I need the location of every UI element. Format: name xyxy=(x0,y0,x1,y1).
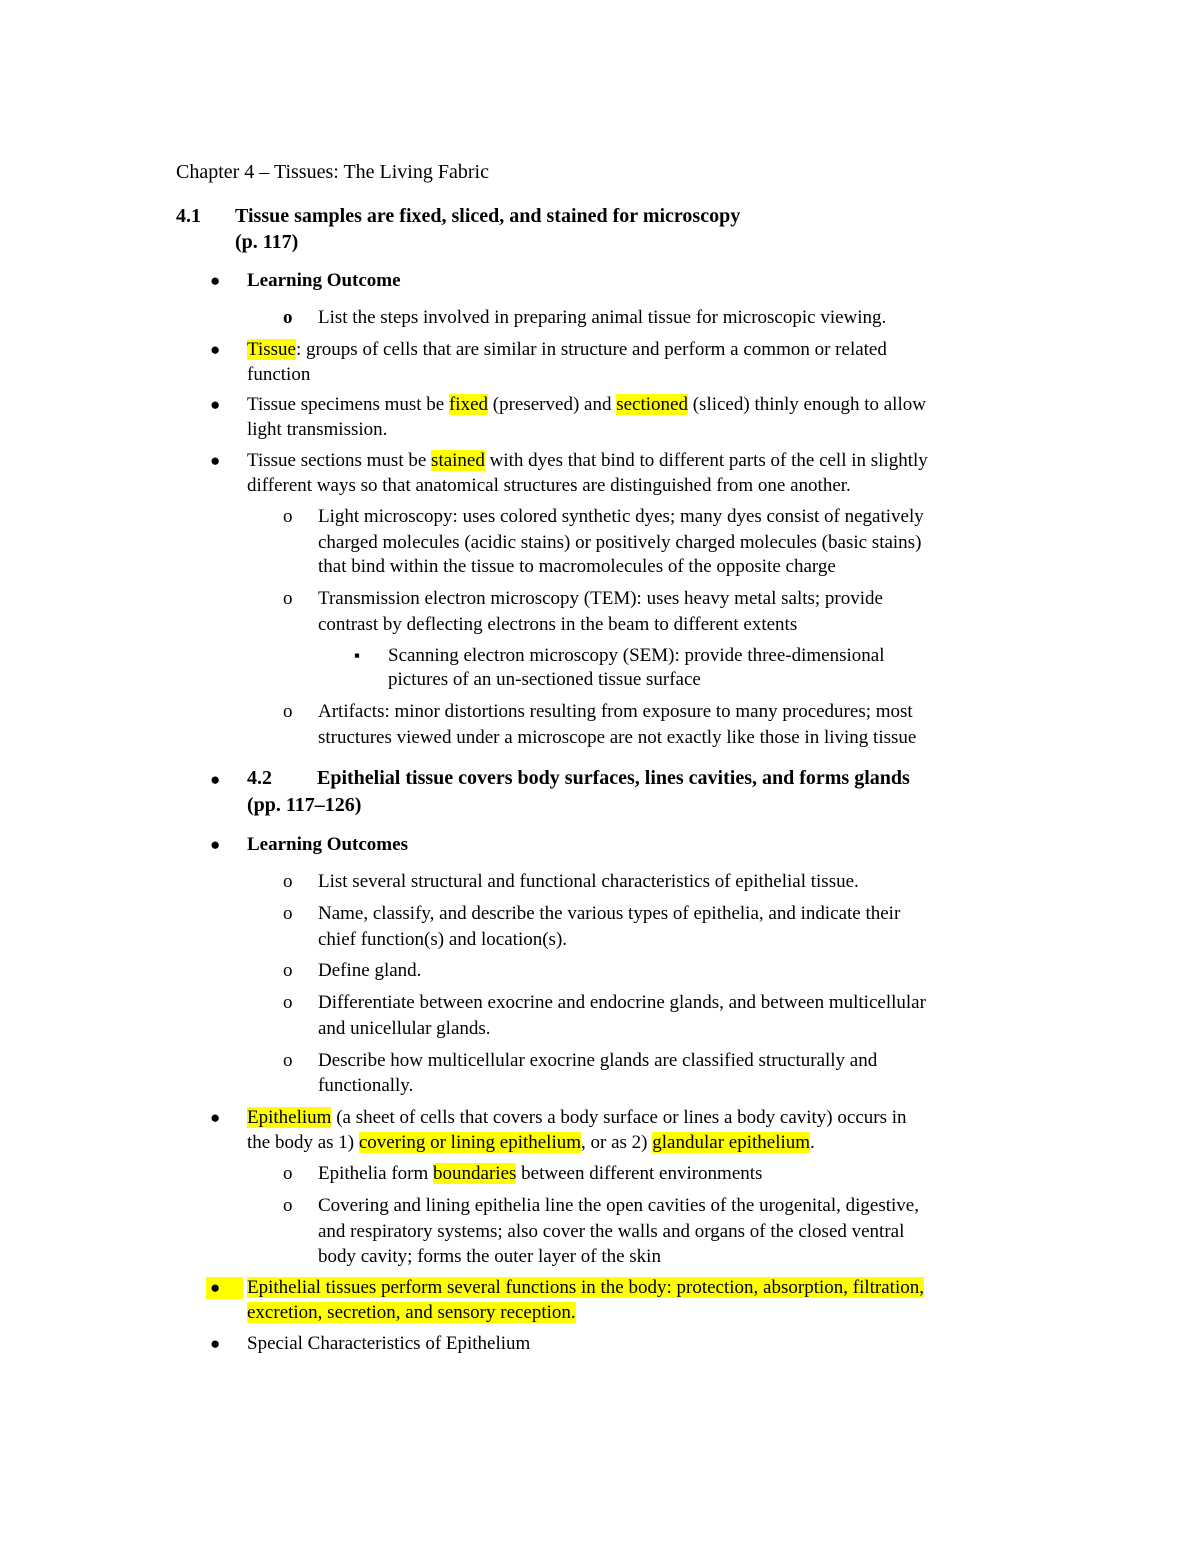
circle-bullet-icon: o xyxy=(283,307,293,328)
outcome-item-cont: functionally. xyxy=(318,1075,414,1096)
highlight-functions-cont: excretion, secretion, and sensory reception. xyxy=(247,1302,576,1323)
section-number-4-1: 4.1 xyxy=(176,205,201,227)
functions-text-cont xyxy=(247,1300,576,1325)
bullet-icon: ● xyxy=(210,340,221,359)
outcome-item: List several structural and functional characteristics of epithelial tissue. xyxy=(318,871,859,892)
circle-bullet-icon: o xyxy=(283,1050,293,1071)
section-heading-4-1: Tissue samples are fixed, sliced, and stained for microscopy xyxy=(235,205,741,227)
section-number-4-2: 4.2 xyxy=(247,767,272,789)
light-microscopy-line2: charged molecules (acidic stains) or positively charged molecules (basic stains) xyxy=(318,532,922,553)
epithelium-text: Epithelium (a sheet of cells that covers a body surface or lines a body cavity) occurs in xyxy=(247,1107,907,1128)
circle-bullet-icon: o xyxy=(283,1195,293,1216)
highlight-tissue: Tissue xyxy=(247,339,296,360)
outcome-item: Differentiate between exocrine and endocrine glands, and between multicellular xyxy=(318,992,926,1013)
section-heading-4-1-pages: (p. 117) xyxy=(235,231,299,253)
tem-line1: Transmission electron microscopy (TEM): uses heavy metal salts; provide xyxy=(318,588,883,609)
section-heading-4-2-pages: (pp. 117–126) xyxy=(247,794,362,816)
tissue-definition-cont: function xyxy=(247,364,311,385)
bullet-icon: ● xyxy=(210,1278,221,1297)
artifacts-line2: structures viewed under a microscope are not exactly like those in living tissue xyxy=(318,727,917,748)
outcome-item-cont: chief function(s) and location(s). xyxy=(318,929,568,950)
covering-line3: body cavity; forms the outer layer of the skin xyxy=(318,1246,661,1267)
highlight-stained: stained xyxy=(431,450,485,471)
circle-bullet-icon: o xyxy=(283,506,293,527)
bullet-icon: ● xyxy=(210,1108,221,1127)
sem-line1: Scanning electron microscopy (SEM): provide three-dimensional xyxy=(388,645,885,666)
chapter-title: Chapter 4 – Tissues: The Living Fabric xyxy=(176,161,489,183)
highlight-epithelium: Epithelium xyxy=(247,1107,332,1128)
light-microscopy-line3: that bind within the tissue to macromolecules of the opposite charge xyxy=(318,556,836,577)
epithelium-text-cont: the body as 1) covering or lining epithelium, or as 2) glandular epithelium. xyxy=(247,1132,815,1153)
circle-bullet-icon: o xyxy=(283,960,293,981)
bullet-icon: ● xyxy=(210,770,221,789)
circle-bullet-icon: o xyxy=(283,1163,293,1184)
stained-text-cont: different ways so that anatomical structures are distinguished from one another. xyxy=(247,475,851,496)
artifacts-line1: Artifacts: minor distortions resulting from exposure to many procedures; most xyxy=(318,701,913,722)
circle-bullet-icon: o xyxy=(283,903,293,924)
highlight-glandular: glandular epithelium xyxy=(652,1132,811,1153)
covering-line2: and respiratory systems; also cover the walls and organs of the closed ventral xyxy=(318,1221,905,1242)
boundaries-text: Epithelia form boundaries between different environments xyxy=(318,1163,763,1184)
bullet-icon: ● xyxy=(210,271,221,290)
square-bullet-icon: ▪ xyxy=(354,646,361,665)
sem-line2: pictures of an un-sectioned tissue surface xyxy=(388,669,701,690)
circle-bullet-icon: o xyxy=(283,588,293,609)
highlight-sectioned: sectioned xyxy=(616,394,688,415)
highlight-fixed: fixed xyxy=(448,394,489,415)
learning-outcome-label: Learning Outcome xyxy=(247,270,401,291)
light-microscopy-line1: Light microscopy: uses colored synthetic dyes; many dyes consist of negatively xyxy=(318,506,924,527)
circle-bullet-icon: o xyxy=(283,871,293,892)
bullet-icon: ● xyxy=(210,451,221,470)
bullet-icon: ● xyxy=(210,395,221,414)
outcome-item: Name, classify, and describe the various types of epithelia, and indicate their xyxy=(318,903,901,924)
outcome-item: Define gland. xyxy=(318,960,422,981)
section-heading-4-2: Epithelial tissue covers body surfaces, lines cavities, and forms glands xyxy=(317,767,910,789)
outcome-item: Describe how multicellular exocrine glands are classified structurally and xyxy=(318,1050,878,1071)
stained-text: Tissue sections must be stained with dyes that bind to different parts of the cell in slightly xyxy=(247,450,928,471)
bullet-icon: ● xyxy=(210,835,221,854)
specimens-text-cont: light transmission. xyxy=(247,419,388,440)
highlight-functions: protection, absorption, filtration, xyxy=(676,1277,924,1298)
circle-bullet-icon: o xyxy=(283,701,293,722)
special-characteristics: Special Characteristics of Epithelium xyxy=(247,1333,531,1354)
specimens-text: Tissue specimens must be fixed (preserved) and sectioned (sliced) thinly enough to allow xyxy=(247,394,926,415)
outcome-item: List the steps involved in preparing animal tissue for microscopic viewing. xyxy=(318,307,887,328)
functions-text: Epithelial tissues perform several functions in the body: protection, absorption, filtration, xyxy=(247,1277,924,1298)
learning-outcomes-label: Learning Outcomes xyxy=(247,834,408,855)
circle-bullet-icon: o xyxy=(283,992,293,1013)
bullet-icon: ● xyxy=(210,1334,221,1353)
highlight-covering-lining: covering or lining epithelium xyxy=(358,1132,582,1153)
highlight-boundaries: boundaries xyxy=(433,1163,517,1184)
tem-line2: contrast by deflecting electrons in the beam to different extents xyxy=(318,614,798,635)
tissue-definition: Tissue: groups of cells that are similar in structure and perform a common or related xyxy=(247,339,887,360)
covering-line1: Covering and lining epithelia line the open cavities of the urogenital, digestive, xyxy=(318,1195,919,1216)
outcome-item-cont: and unicellular glands. xyxy=(318,1018,491,1039)
